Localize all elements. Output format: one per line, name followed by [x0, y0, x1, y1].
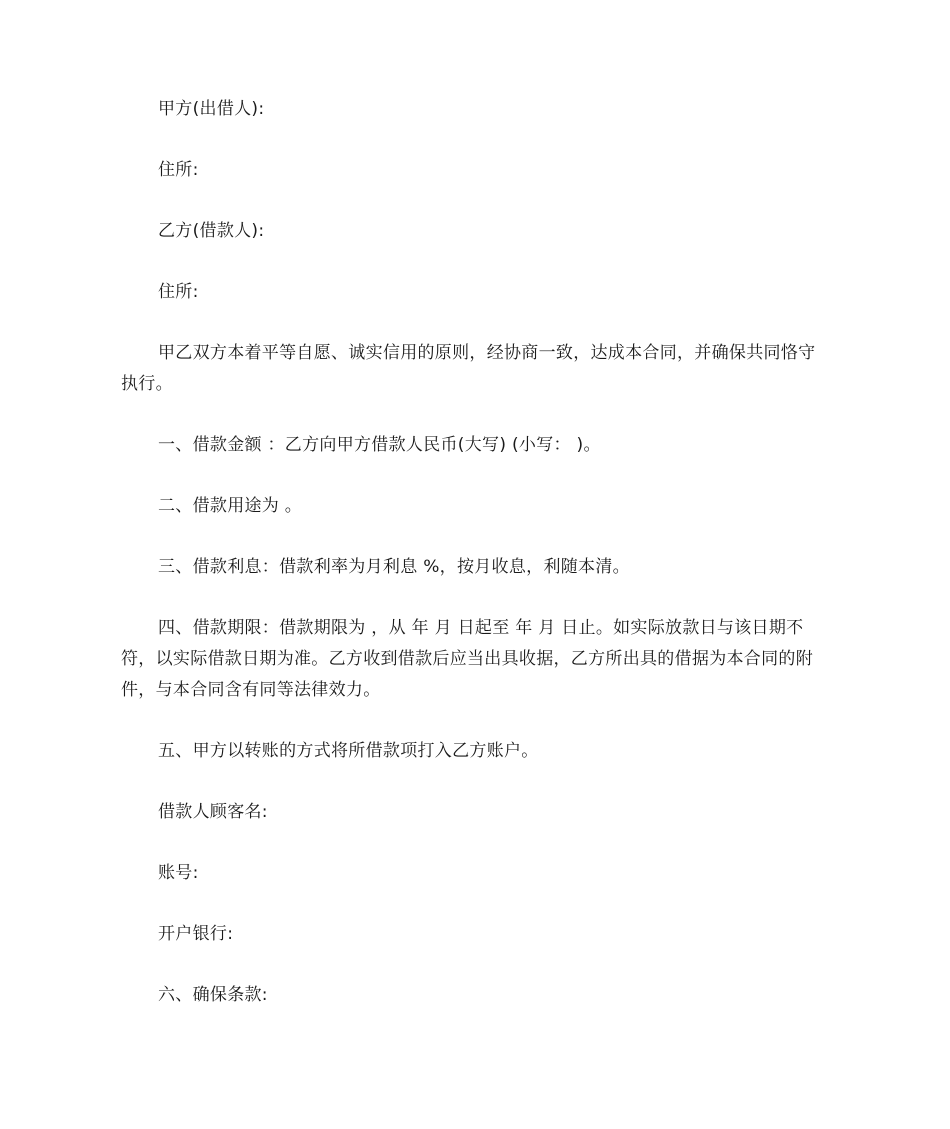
clause-loan-term: 四、借款期限：借款期限为 ，从 年 月 日起至 年 月 日止。如实际放款日与该日期不符，以实际借款日期为准。乙方收到借款后应当出具收据，乙方所出具的借据为本合同的附件，与本合同含有同等法律效力。 [121, 618, 813, 700]
clause-transfer-method: 五、甲方以转账的方式将所借款项打入乙方账户。 [158, 741, 539, 761]
clause-loan-purpose: 二、借款用途为 。 [158, 496, 303, 516]
contract-body [121, 94, 831, 1041]
clause-loan-interest: 三、借款利息：借款利率为月利息 %，按月收息，利随本清。 [158, 557, 630, 577]
account-name-label: 借款人顾客名: [158, 802, 268, 822]
preamble-paragraph: 甲乙双方本着平等自愿、诚实信用的原则，经协商一致，达成本合同，并确保共同恪守执行。 [121, 343, 816, 394]
borrower-label: 乙方(借款人): [158, 221, 265, 241]
clause-guarantee: 六、确保条款: [158, 985, 268, 1005]
lender-label: 甲方(出借人): [158, 99, 265, 119]
account-number-label: 账号: [158, 863, 199, 883]
bank-name-label: 开户银行: [158, 924, 234, 944]
borrower-address-label: 住所: [158, 282, 199, 302]
lender-address-label: 住所: [158, 160, 199, 180]
clause-loan-amount: 一、借款金额 ：乙方向甲方借款人民币(大写) (小写： )。 [158, 435, 601, 455]
